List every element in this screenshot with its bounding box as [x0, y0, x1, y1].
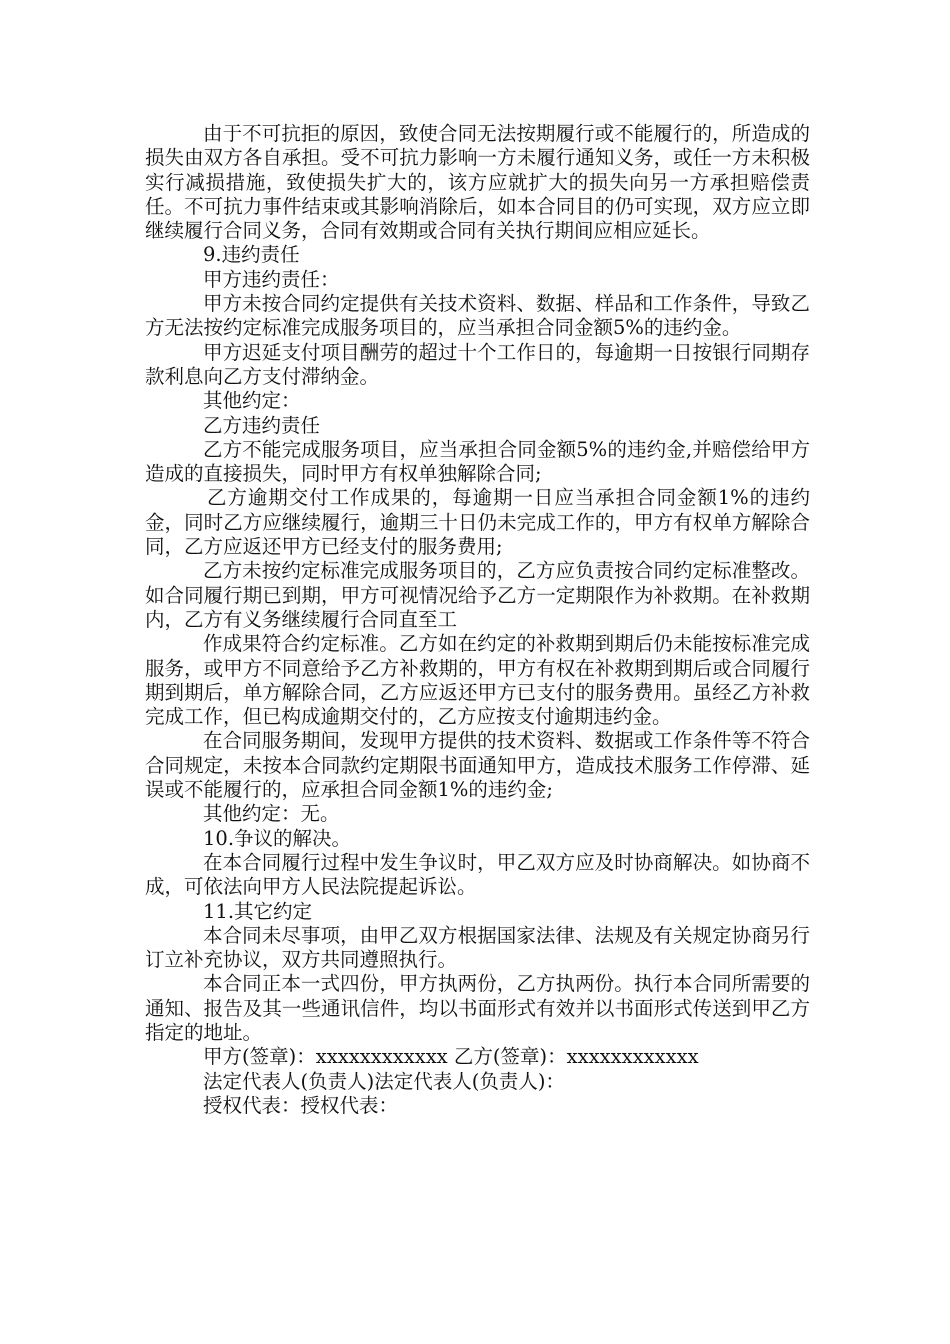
- paragraph: 乙方逾期交付工作成果的，每逾期一日应当承担合同金额1%的违约金，同时乙方应继续履行，逾期三十日仍未完成工作的，甲方有权单方解除合同，乙方应返还甲方已经支付的服务费用;: [145, 486, 810, 559]
- paragraph: 本合同未尽事项，由甲乙双方根据国家法律、法规及有关规定协商另行订立补充协议，双方共同遵照执行。: [145, 923, 810, 972]
- paragraph: 本合同正本一式四份，甲方执两份，乙方执两份。执行本合同所需要的通知、报告及其一些通讯信件，均以书面形式有效并以书面形式传送到甲乙方指定的地址。: [145, 972, 810, 1044]
- authorized-representative-line: 授权代表：授权代表：: [203, 1093, 399, 1117]
- section-heading-breach: 9.违约责任: [203, 243, 300, 267]
- paragraph: 甲方未按合同约定提供有关技术资料、数据、样品和工作条件，导致乙方无法按约定标准完成服务项目的，应当承担合同金额5%的违约金。: [145, 292, 810, 340]
- other-agreement-none: 其他约定：无。: [203, 802, 340, 826]
- paragraph: 作成果符合约定标准。乙方如在约定的补救期到期后仍未能按标准完成服务，或甲方不同意给予乙方补救期的，甲方有权在补救期到期后或合同履行期到期后，单方解除合同，乙方应返还甲方已支付的服务费用。虽经乙方补救完成工作，但已构成逾期交付的，乙方应按支付逾期违约金。: [145, 632, 810, 729]
- legal-representative-line: 法定代表人(负责人)法定代表人(负责人)：: [203, 1069, 565, 1093]
- paragraph: 在合同服务期间，发现甲方提供的技术资料、数据或工作条件等不符合合同规定，未按本合同款约定期限书面通知甲方，造成技术服务工作停滞、延误或不能履行的，应承担合同金额1%的违约金;: [145, 729, 810, 802]
- party-a-breach-heading: 甲方违约责任：: [203, 267, 340, 291]
- document-page: [145, 122, 810, 1118]
- party-b-breach-heading: 乙方违约责任: [203, 413, 321, 437]
- paragraph: 在本合同履行过程中发生争议时，甲乙双方应及时协商解决。如协商不成，可依法向甲方人民法院提起诉讼。: [145, 850, 810, 899]
- paragraph: 乙方不能完成服务项目，应当承担合同金额5%的违约金,并赔偿给甲方造成的直接损失，同时甲方有权单独解除合同;: [145, 437, 810, 486]
- section-heading-dispute: 10.争议的解决。: [203, 826, 352, 850]
- paragraph: 甲方迟延支付项目酬劳的超过十个工作日的，每逾期一日按银行同期存款利息向乙方支付滞纳金。: [145, 340, 810, 388]
- paragraph: 乙方未按约定标准完成服务项目的，乙方应负责按合同约定标准整改。如合同履行期已到期，甲方可视情况给予乙方一定期限作为补救期。在补救期内，乙方有义务继续履行合同直至工: [145, 559, 810, 631]
- signature-line: 甲方(签章)：xxxxxxxxxxxx 乙方(签章)：xxxxxxxxxxxx: [203, 1045, 699, 1069]
- paragraph-force-majeure: 由于不可抗拒的原因，致使合同无法按期履行或不能履行的，所造成的损失由双方各自承担。受不可抗力影响一方未履行通知义务，或任一方未积极实行减损措施，致使损失扩大的，该方应就扩大的损失向另一方承担赔偿责任。不可抗力事件结束或其影响消除后，如本合同目的仍可实现，双方应立即继续履行合同义务，合同有效期或合同有关执行期间应相应延长。: [145, 122, 810, 243]
- section-heading-other: 11.其它约定: [203, 899, 313, 923]
- other-agreement-label: 其他约定：: [203, 389, 301, 413]
